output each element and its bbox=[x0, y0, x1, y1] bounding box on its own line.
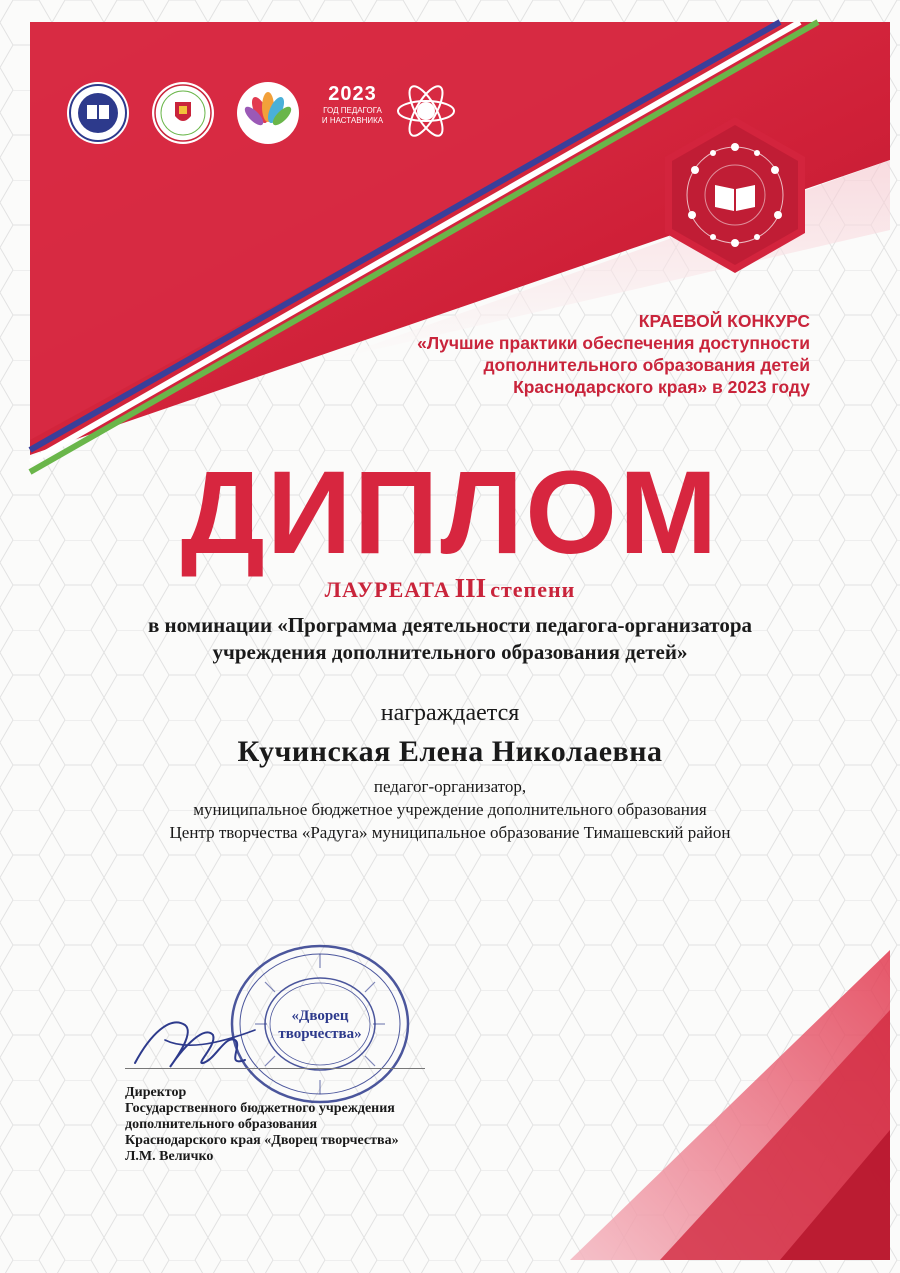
nomination bbox=[60, 612, 840, 666]
signature-line bbox=[125, 1068, 425, 1069]
contest-title bbox=[250, 310, 810, 398]
partner-logos bbox=[65, 75, 465, 150]
flower-logo-icon bbox=[235, 80, 301, 146]
degree-suffix: степени bbox=[490, 577, 576, 602]
education-hexagon-emblem bbox=[660, 115, 810, 275]
signer-block bbox=[125, 1085, 545, 1165]
signer-line-1: Директор bbox=[125, 1085, 187, 1100]
atom-book-icon bbox=[395, 80, 457, 142]
contest-line-4: Краснодарского края» в 2023 году bbox=[513, 377, 810, 397]
awarded-label: награждается bbox=[380, 700, 520, 726]
year-logo-number: 2023 bbox=[328, 83, 377, 105]
recipient-name: Кучинская Елена Николаевна bbox=[237, 735, 663, 768]
ministry-emblem-icon bbox=[65, 80, 131, 146]
signer-line-3: дополнительного образования bbox=[125, 1117, 318, 1132]
signer-line-2: Государственного бюджетного учреждения bbox=[125, 1101, 395, 1116]
degree-roman: III bbox=[454, 573, 487, 603]
contest-line-2: «Лучшие практики обеспечения доступности bbox=[417, 333, 810, 353]
krasnodar-coat-of-arms-icon bbox=[150, 80, 216, 146]
degree-prefix: ЛАУРЕАТА bbox=[324, 577, 451, 602]
recipient-org-line-1: муниципальное бюджетное учреждение дополнительного образования bbox=[193, 800, 707, 819]
year-logo-caption-1: ГОД ПЕДАГОГА bbox=[323, 106, 382, 115]
diploma-title: ДИПЛОМ bbox=[180, 447, 720, 579]
nomination-line-1: в номинации «Программа деятельности педагога-организатора bbox=[147, 613, 753, 637]
degree-line bbox=[0, 573, 900, 604]
signer-line-4: Краснодарского края «Дворец творчества» bbox=[125, 1133, 399, 1148]
stamp-center-line-1: «Дворец bbox=[291, 1008, 349, 1024]
year-logo-caption-2: И НАСТАВНИКА bbox=[321, 116, 384, 125]
stamp-center-line-2: творчества» bbox=[278, 1026, 362, 1042]
recipient-details bbox=[60, 775, 840, 844]
recipient-position: педагог-организатор, bbox=[373, 777, 527, 796]
year-2023-logo-icon bbox=[320, 83, 385, 126]
signer-line-5: Л.М. Величко bbox=[125, 1149, 214, 1164]
contest-line-1: КРАЕВОЙ КОНКУРС bbox=[638, 311, 810, 331]
recipient-org-line-2: Центр творчества «Радуга» муниципальное образование Тимашевский район bbox=[169, 823, 731, 842]
nomination-line-2: учреждения дополнительного образования детей» bbox=[212, 640, 688, 664]
handwritten-signature bbox=[125, 1005, 275, 1085]
contest-line-3: дополнительного образования детей bbox=[483, 355, 810, 375]
